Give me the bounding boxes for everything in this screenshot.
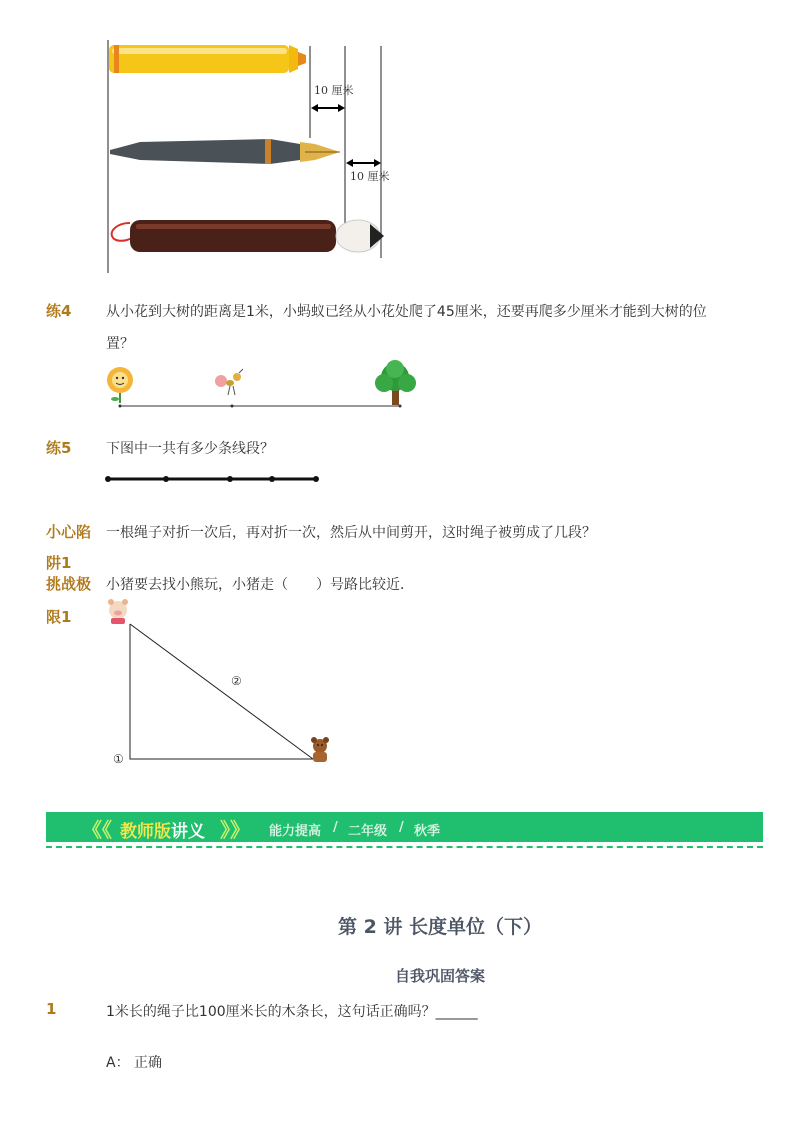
calligraphy-brush-icon <box>112 220 384 252</box>
challenge-label-line1: 挑战极 <box>46 575 92 593</box>
route-1-label: ① <box>113 752 124 766</box>
distance-arrow-top <box>311 104 345 112</box>
exercise-5-label: 练5 <box>46 439 72 457</box>
lecture-subtitle: 自我巩固答案 <box>394 967 485 985</box>
banner-title-part1: 教师版 <box>120 822 171 842</box>
breadcrumb-level: 能力提高 <box>269 824 322 839</box>
fountain-pen-icon <box>110 139 340 164</box>
answer-1-answer: A： 正确 <box>106 1055 163 1071</box>
bear-icon <box>311 737 329 762</box>
breadcrumb-season: 秋季 <box>414 824 441 839</box>
marker-pen-icon <box>109 45 306 73</box>
flower-ant-tree-figure <box>100 355 430 415</box>
exercise-4-text-line1: 从小花到大树的距离是1米，小蚂蚁已经从小花处爬了45厘米，还要再爬多少厘米才能到大树的位 <box>106 304 707 320</box>
exercise-4-text-line2: 置？ <box>106 336 134 352</box>
tree-icon <box>375 360 416 405</box>
right-arrows-icon: 》》 <box>220 818 250 842</box>
answer-1-number: 1 <box>46 1000 57 1018</box>
trap-label-line2: 阱1 <box>46 554 72 572</box>
ant-icon <box>215 369 243 395</box>
distance-label-bottom: 10 厘米 <box>350 170 390 183</box>
breadcrumb-separator-1: / <box>333 820 338 835</box>
flower-icon <box>107 367 133 403</box>
line-segments-figure <box>100 470 330 490</box>
left-arrows-icon: 《《 <box>82 818 112 842</box>
exercise-4-label: 练4 <box>46 302 72 320</box>
breadcrumb-separator-2: / <box>399 820 404 835</box>
route-2-label: ② <box>231 674 242 688</box>
exercise-5-text: 下图中一共有多少条线段？ <box>106 441 274 457</box>
banner-divider <box>46 846 763 848</box>
distance-arrow-bottom <box>346 159 381 167</box>
pig-bear-route-figure <box>100 596 340 771</box>
breadcrumb-grade: 二年级 <box>348 824 388 839</box>
challenge-label-line2: 限1 <box>46 608 72 626</box>
pen-figure-svg <box>100 38 400 278</box>
answer-1-question: 1米长的绳子比100厘米长的木条长，这句话正确吗？______ <box>106 1004 478 1020</box>
trap-label-line1: 小心陷 <box>46 523 92 541</box>
distance-label-top: 10 厘米 <box>314 84 354 97</box>
route-2-path <box>130 624 313 759</box>
pig-icon <box>108 599 128 624</box>
banner-title-part2: 讲义 <box>171 822 205 842</box>
challenge-text: 小猪要去找小熊玩，小猪走（ ）号路比较近． <box>106 577 414 593</box>
lecture-title: 第 2 讲 长度单位（下） <box>337 916 543 938</box>
teacher-edition-banner <box>46 812 763 842</box>
pen-comparison-figure <box>100 38 400 278</box>
trap-text: 一根绳子对折一次后，再对折一次，然后从中间剪开，这时绳子被剪成了几段？ <box>106 525 596 541</box>
